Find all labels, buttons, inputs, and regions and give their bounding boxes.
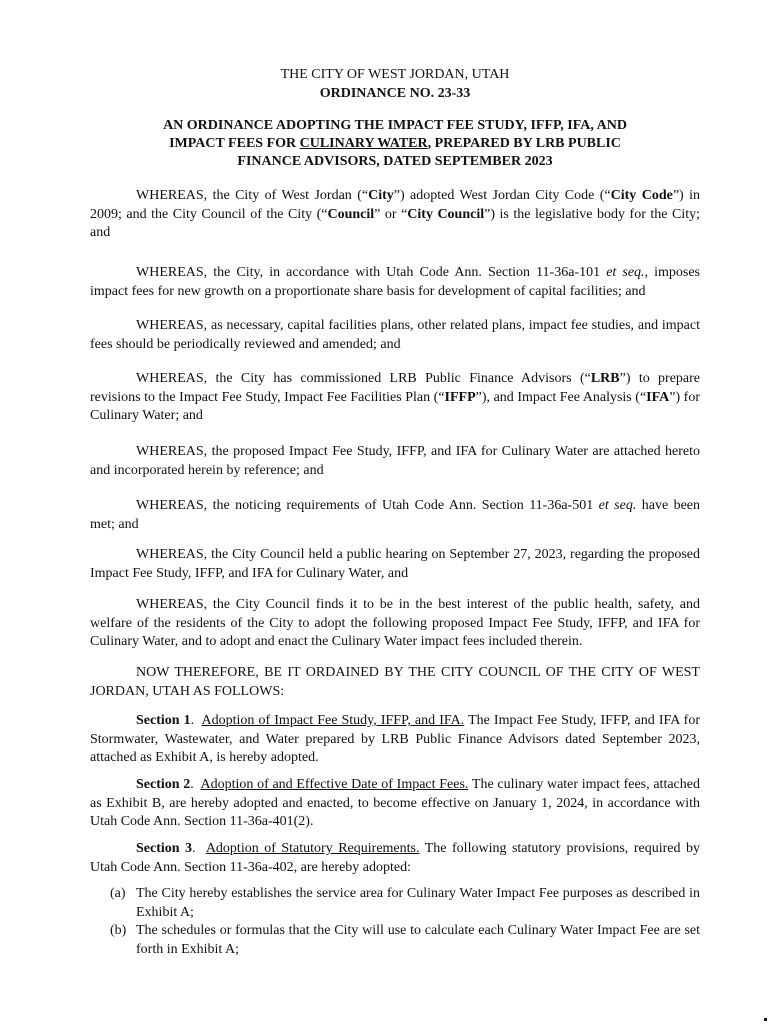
list-marker: (b) <box>110 923 127 938</box>
italic-text: et seq. <box>598 498 637 513</box>
defined-term: Council <box>327 206 375 222</box>
recital-1 <box>90 187 700 243</box>
section-3: Section 3. Adoption of Statutory Requirements. The following statutory provisions, required by Utah Code Ann. Section 11-36a-402, are hereby adopted: <box>90 841 700 875</box>
text: WHEREAS, the City of West Jordan (“ <box>136 188 369 203</box>
ordinance-title <box>90 117 700 171</box>
section-label: Section 2 <box>136 777 191 792</box>
section-heading: Adoption of Impact Fee Study, IFFP, and IFA. <box>201 713 465 728</box>
list-item <box>110 922 700 959</box>
title-text: , PREPARED BY LRB PUBLIC <box>427 136 621 151</box>
section-heading: Adoption of Statutory Requirements. <box>205 841 420 856</box>
text: ”) is the legislative body for the City; and <box>90 206 700 240</box>
recital-5: WHEREAS, the proposed Impact Fee Study, IFFP, and IFA for Culinary Water are attached hereto and incorporated herein by reference; and <box>90 444 700 478</box>
title-line-2 <box>90 135 700 153</box>
city-heading: THE CITY OF WEST JORDAN, UTAH <box>280 67 510 82</box>
text: ”), and Impact Fee Analysis (“ <box>475 389 647 405</box>
ordinance-number: ORDINANCE NO. 23-33 <box>319 86 471 101</box>
defined-term: City Code <box>610 188 673 203</box>
defined-term: IFFP <box>444 389 476 405</box>
recital-3: WHEREAS, as necessary, capital facilities plans, other related plans, impact fee studies, and impact fees should be periodically reviewed and amended; and <box>90 318 700 352</box>
section-label: Section 1 <box>136 713 191 728</box>
section-1: Section 1. Adoption of Impact Fee Study, IFFP, and IFA. The Impact Fee Study, IFFP, and IFA for Stormwater, Wastewater, and Water prepared by LRB Public Finance Advisors dated September 2023, attached as Exhibit A, is hereby adopted. <box>90 713 701 765</box>
section-body: The Impact Fee Study, IFFP, and IFA for Stormwater, Wastewater, and Water prepared by LRB Public Finance Advisors dated September 2023, attached as Exhibit A, is hereby adopted. <box>90 713 701 765</box>
recital-2 <box>90 264 700 301</box>
defined-term: City Council <box>407 206 485 222</box>
italic-text: et seq., <box>606 265 649 280</box>
list-text: The schedules or formulas that the City will use to calculate each Culinary Water Impact Fee are set forth in Exhibit A; <box>136 923 700 957</box>
recital-6 <box>90 497 700 534</box>
section-body: The following statutory provisions, required by Utah Code Ann. Section 11-36a-402, are hereby adopted: <box>90 841 700 875</box>
section-label: Section 3 <box>136 841 193 856</box>
title-text: IMPACT FEES FOR <box>169 136 300 151</box>
list-marker: (a) <box>110 886 126 901</box>
recital-4 <box>90 370 700 426</box>
text: WHEREAS, the City, in accordance with Utah Code Ann. Section 11-36a-101 <box>136 265 607 280</box>
section-2: Section 2. Adoption of and Effective Date of Impact Fees. The culinary water impact fees, attached as Exhibit B, are hereby adopted and enacted, to become effective on January 1, 2024, in accordance with Utah Code Ann. Section 11-36a-401(2). <box>90 777 700 829</box>
list-text: The City hereby establishes the service area for Culinary Water Impact Fee purposes as described in Exhibit A; <box>136 886 700 920</box>
text: WHEREAS, the noticing requirements of Utah Code Ann. Section 11-36a-501 <box>136 498 599 513</box>
title-line-1: AN ORDINANCE ADOPTING THE IMPACT FEE STUDY, IFFP, IFA, AND <box>163 118 627 133</box>
text: ”) adopted West Jordan City Code (“ <box>393 188 611 203</box>
text: ”) in 2009; and the City Council of the City (“ <box>90 188 700 222</box>
section-body: The culinary water impact fees, attached as Exhibit B, are hereby adopted and enacted, to become effective on January 1, 2024, in accordance with Utah Code Ann. Section 11-36a-401(2). <box>90 777 700 829</box>
text: ” or “ <box>374 206 408 222</box>
defined-term: IFA <box>646 389 670 405</box>
title-underlined: CULINARY WATER <box>299 136 428 151</box>
text: ”) to prepare revisions to the Impact Fee Study, Impact Fee Facilities Plan (“ <box>90 371 701 405</box>
text: imposes impact fees for new growth on a proportionate share basis for development of capital facilities; and <box>90 265 700 299</box>
text: ”) for Culinary Water; and <box>90 389 700 423</box>
text: WHEREAS, the City has commissioned LRB Public Finance Advisors (“ <box>136 371 591 386</box>
page-mark <box>764 1018 767 1021</box>
recital-8: WHEREAS, the City Council finds it to be in the best interest of the public health, safety, and welfare of the residents of the City to adopt the following proposed Impact Fee Study, IFFP, and IFA for Culinary Water, and to adopt and enact the Culinary Water impact fees included therein. <box>90 597 700 649</box>
ordaining-clause: NOW THEREFORE, BE IT ORDAINED BY THE CITY COUNCIL OF THE CITY OF WEST JORDAN, UTAH AS FOLLOWS: <box>90 665 700 699</box>
defined-term: LRB <box>590 371 620 386</box>
section-heading: Adoption of and Effective Date of Impact Fees. <box>200 777 469 792</box>
title-line-3: FINANCE ADVISORS, DATED SEPTEMBER 2023 <box>237 154 553 169</box>
recital-7: WHEREAS, the City Council held a public hearing on September 27, 2023, regarding the proposed Impact Fee Study, IFFP, and IFA for Culinary Water, and <box>90 547 700 581</box>
text: have been met; and <box>90 498 701 532</box>
list-item <box>110 885 700 922</box>
defined-term: City <box>368 188 394 203</box>
